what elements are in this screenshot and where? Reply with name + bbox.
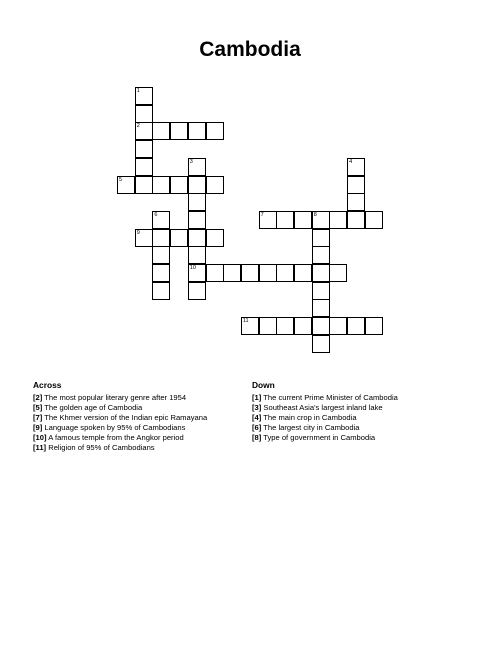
- clue-text: The golden age of Cambodia: [44, 403, 143, 412]
- grid-cell[interactable]: [152, 211, 170, 229]
- clue-text: Religion of 95% of Cambodians: [48, 443, 155, 452]
- grid-cell[interactable]: [365, 211, 383, 229]
- grid-cell[interactable]: [206, 122, 224, 140]
- grid-cell[interactable]: [294, 317, 312, 335]
- grid-cell[interactable]: [152, 229, 170, 247]
- grid-cell[interactable]: [152, 264, 170, 282]
- clue-number: [4]: [252, 413, 262, 422]
- grid-cell[interactable]: [223, 264, 241, 282]
- grid-cell[interactable]: [276, 264, 294, 282]
- grid-cell[interactable]: [312, 317, 330, 335]
- clue-number: [6]: [252, 423, 262, 432]
- grid-cell[interactable]: [276, 317, 294, 335]
- clue-number: [5]: [33, 403, 43, 412]
- grid-cell[interactable]: [135, 229, 153, 247]
- grid-cell[interactable]: [170, 229, 188, 247]
- grid-cell[interactable]: [188, 193, 206, 211]
- grid-cell[interactable]: [152, 176, 170, 194]
- clue-number: [10]: [33, 433, 47, 442]
- clue-text: The Khmer version of the Indian epic Ramayana: [44, 413, 208, 422]
- clue-number: [8]: [252, 433, 262, 442]
- grid-cell[interactable]: [312, 282, 330, 300]
- cell-number: 1: [136, 88, 140, 94]
- grid-cell[interactable]: [294, 264, 312, 282]
- grid-cell[interactable]: [365, 317, 383, 335]
- clue-down-3: [252, 403, 398, 413]
- grid-cell[interactable]: [170, 122, 188, 140]
- clue-number: [3]: [252, 403, 262, 412]
- grid-cell[interactable]: [347, 158, 365, 176]
- cell-number: 2: [136, 123, 140, 130]
- clue-text: Language spoken by 95% of Cambodians: [44, 423, 186, 432]
- grid-cell[interactable]: [135, 158, 153, 176]
- clue-text: The largest city in Cambodia: [263, 423, 360, 432]
- grid-cell[interactable]: [312, 229, 330, 247]
- across-heading: Across: [33, 380, 62, 390]
- clue-across-11: [33, 443, 207, 453]
- grid-cell[interactable]: [188, 246, 206, 264]
- grid-cell[interactable]: [312, 211, 330, 229]
- across-clues: [33, 380, 207, 453]
- clue-number: [1]: [252, 393, 262, 402]
- clue-across-9: [33, 423, 207, 433]
- grid-cell[interactable]: [312, 299, 330, 317]
- grid-cell[interactable]: [188, 282, 206, 300]
- page-title: Cambodia: [199, 38, 301, 61]
- clue-text: A famous temple from the Angkor period: [48, 433, 184, 442]
- grid-cell[interactable]: [241, 264, 259, 282]
- cell-number: 11: [242, 318, 249, 325]
- clue-across-2: [33, 393, 207, 403]
- grid-cell[interactable]: [294, 211, 312, 229]
- grid-cell[interactable]: [135, 105, 153, 123]
- grid-cell[interactable]: [170, 176, 188, 194]
- grid-cell[interactable]: [241, 317, 259, 335]
- grid-cell[interactable]: [152, 122, 170, 140]
- clue-number: [7]: [33, 413, 43, 422]
- clue-down-6: [252, 423, 398, 433]
- grid-cell[interactable]: [259, 264, 277, 282]
- cell-number: 3: [189, 158, 193, 165]
- cell-number: 10: [189, 265, 196, 271]
- clue-text: The most popular literary genre after 1954: [44, 393, 187, 402]
- down-heading: Down: [252, 380, 275, 390]
- grid-cell[interactable]: [347, 211, 365, 229]
- clue-text: Type of government in Cambodia: [263, 433, 376, 442]
- clue-number: [11]: [33, 443, 47, 452]
- grid-cell[interactable]: [188, 122, 206, 140]
- grid-cell[interactable]: [188, 176, 206, 194]
- grid-cell[interactable]: [188, 211, 206, 229]
- clue-across-7: [33, 413, 207, 423]
- cell-number: 8: [313, 211, 317, 218]
- grid-cell[interactable]: [152, 282, 170, 300]
- clue-number: [2]: [33, 393, 43, 402]
- grid-cell[interactable]: [329, 264, 347, 282]
- grid-cell[interactable]: [347, 176, 365, 194]
- grid-cell[interactable]: [312, 335, 330, 353]
- grid-cell[interactable]: [188, 158, 206, 176]
- clue-across-10: [33, 433, 207, 443]
- grid-cell[interactable]: [312, 246, 330, 264]
- clue-text: Southeast Asia's largest inland lake: [263, 403, 383, 412]
- grid-cell[interactable]: [206, 229, 224, 247]
- grid-cell[interactable]: [188, 264, 206, 282]
- down-clues: [252, 380, 398, 443]
- grid-cell[interactable]: [135, 140, 153, 158]
- cell-number: 5: [119, 176, 123, 183]
- grid-cell[interactable]: [117, 176, 135, 194]
- clue-down-4: [252, 413, 398, 423]
- clue-number: [9]: [33, 423, 43, 432]
- clue-text: The main crop in Cambodia: [263, 413, 357, 422]
- grid-cell[interactable]: [329, 211, 347, 229]
- grid-cell[interactable]: [135, 176, 153, 194]
- grid-cell[interactable]: [276, 211, 294, 229]
- cell-number: 6: [154, 211, 158, 218]
- grid-cell[interactable]: [206, 264, 224, 282]
- grid-cell[interactable]: [347, 317, 365, 335]
- cell-number: 9: [136, 229, 140, 236]
- clue-down-1: [252, 393, 398, 403]
- grid-cell[interactable]: [188, 229, 206, 247]
- grid-cell[interactable]: [135, 122, 153, 140]
- clue-across-5: [33, 403, 207, 413]
- clue-text: The current Prime Minister of Cambodia: [263, 393, 398, 402]
- grid-cell[interactable]: [312, 264, 330, 282]
- grid-cell[interactable]: [347, 193, 365, 211]
- grid-cell[interactable]: [259, 317, 277, 335]
- cell-number: 7: [260, 211, 264, 218]
- grid-cell[interactable]: [152, 246, 170, 264]
- grid-cell[interactable]: [135, 87, 153, 105]
- grid-cell[interactable]: [259, 211, 277, 229]
- clue-down-8: [252, 433, 398, 443]
- grid-cell[interactable]: [329, 317, 347, 335]
- cell-number: 4: [349, 158, 353, 165]
- grid-cell[interactable]: [206, 176, 224, 194]
